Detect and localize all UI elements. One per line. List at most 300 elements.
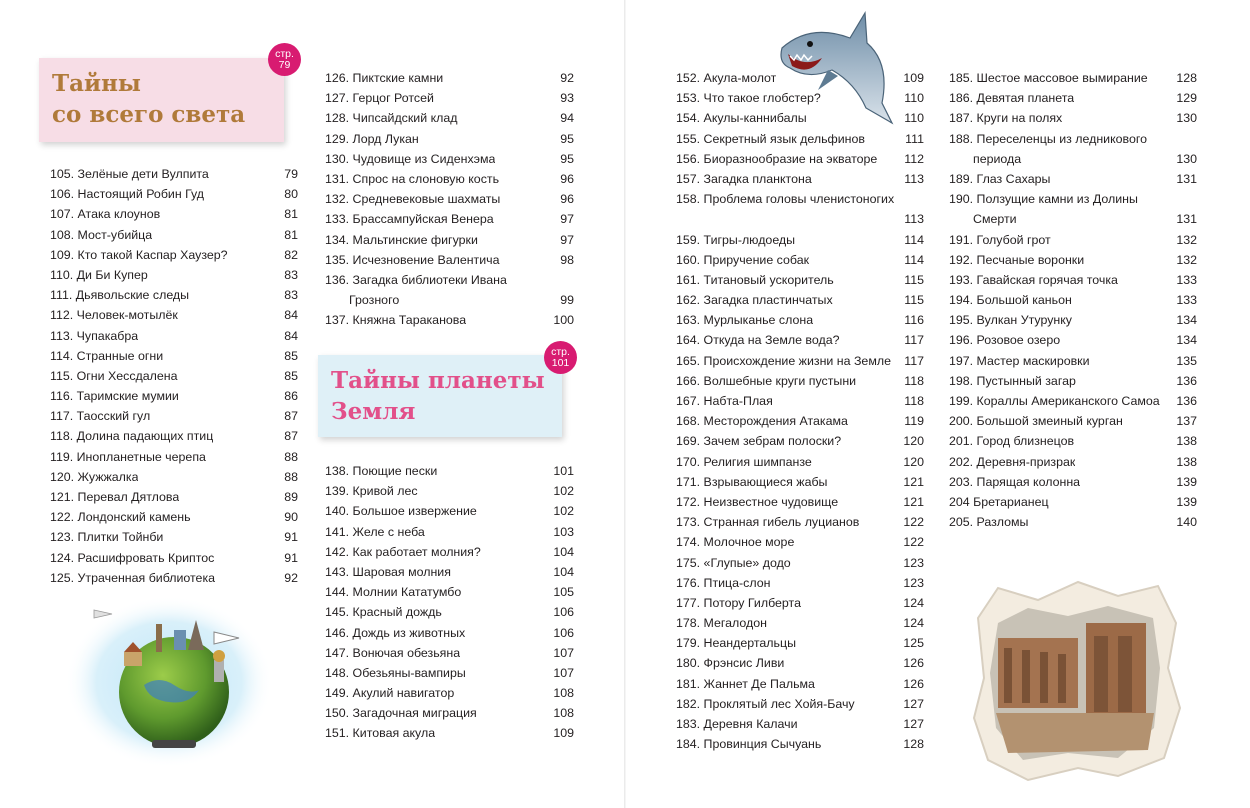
toc-entry xyxy=(949,310,1197,330)
toc-entry-page: 88 xyxy=(284,469,298,484)
toc-entry xyxy=(325,68,574,88)
toc-entry xyxy=(50,366,298,386)
toc-column-2 xyxy=(325,68,574,330)
toc-entry-page: 83 xyxy=(284,267,298,282)
toc-entry xyxy=(949,492,1197,512)
shark-illustration xyxy=(770,8,900,128)
toc-entry xyxy=(949,472,1197,492)
toc-entry-page: 109 xyxy=(903,71,924,85)
toc-entry-page: 113 xyxy=(904,212,924,227)
toc-entry-page: 124 xyxy=(903,616,924,631)
toc-entry xyxy=(676,512,924,532)
toc-entry-title: 186. Девятая планета xyxy=(949,91,1075,106)
toc-entry-page: 86 xyxy=(284,389,298,404)
toc-entry xyxy=(676,452,924,472)
toc-entry xyxy=(325,683,574,703)
toc-entry-title: 105. Зелёные дети Вулпита xyxy=(50,167,209,181)
toc-entry xyxy=(676,714,924,734)
toc-entry xyxy=(50,245,298,265)
toc-entry xyxy=(325,623,574,643)
badge-page-number: 101 xyxy=(551,356,570,369)
toc-entry-page: 107 xyxy=(553,645,574,660)
toc-entry xyxy=(676,532,924,552)
toc-entry-title: 201. Город близнецов xyxy=(949,434,1075,449)
toc-entry-page: 119 xyxy=(904,414,924,429)
toc-entry-title: 120. Жужжалка xyxy=(50,469,139,484)
toc-entry-page: 102 xyxy=(553,504,574,519)
toc-entry-title: 194. Большой каньон xyxy=(949,293,1072,308)
toc-entry xyxy=(949,431,1197,451)
toc-entry-page: 96 xyxy=(560,192,574,207)
toc-entry-title: 162. Загадка пластинчатых xyxy=(676,293,833,308)
toc-entry xyxy=(50,285,298,305)
toc-entry-page: 81 xyxy=(284,227,298,242)
toc-entry-title: 158. Проблема головы членистоногих xyxy=(676,192,895,207)
toc-entry-title: 204 Бретарианец xyxy=(949,494,1049,509)
toc-entry-page: 135 xyxy=(1176,353,1197,368)
toc-entry xyxy=(676,290,924,310)
toc-entry-title: 176. Птица-слон xyxy=(676,575,771,590)
section-title-line2: со всего света xyxy=(52,101,246,128)
toc-entry-page: 117 xyxy=(904,353,924,368)
toc-entry-page: 95 xyxy=(560,131,574,146)
toc-entry xyxy=(949,68,1197,88)
toc-entry-page: 118 xyxy=(904,394,924,409)
toc-entry-title: 107. Атака клоунов xyxy=(50,207,161,222)
toc-entry-title: 177. Потору Гилберта xyxy=(676,595,801,610)
toc-entry xyxy=(676,593,924,613)
toc-entry-page: 128 xyxy=(903,737,924,752)
toc-entry-page: 123 xyxy=(903,555,924,570)
toc-entry-title: 171. Взрывающиеся жабы xyxy=(676,474,828,489)
toc-entry-page: 140 xyxy=(1176,515,1197,530)
toc-entry-title: 114. Странные огни xyxy=(50,348,164,363)
toc-entry xyxy=(676,330,924,350)
toc-entry-page: 114 xyxy=(904,232,924,247)
toc-entry-page: 124 xyxy=(903,595,924,610)
toc-entry-title: 152. Акула-молот xyxy=(676,71,777,85)
toc-entry-page: 130 xyxy=(1176,111,1197,126)
toc-entry-title: 173. Странная гибель луцианов xyxy=(676,515,860,530)
toc-entry xyxy=(50,346,298,366)
toc-entry xyxy=(949,270,1197,290)
toc-entry-page: 133 xyxy=(1176,293,1197,308)
toc-entry xyxy=(325,501,574,521)
toc-entry xyxy=(325,562,574,582)
toc-entry xyxy=(50,487,298,507)
toc-entry-page: 118 xyxy=(904,373,924,388)
badge-label: стр. xyxy=(551,345,570,358)
toc-entry-title: 195. Вулкан Утурунку xyxy=(949,313,1072,328)
toc-entry-title: 121. Перевал Дятлова xyxy=(50,490,180,504)
toc-entry-page: 134 xyxy=(1176,313,1197,328)
toc-entry-page: 83 xyxy=(284,288,298,303)
toc-entry xyxy=(50,164,298,184)
toc-entry xyxy=(949,88,1197,108)
toc-entry-title: 187. Круги на полях xyxy=(949,111,1063,126)
toc-entry-title: 156. Биоразнообразие на экваторе xyxy=(676,151,878,166)
toc-entry-title: 145. Красный дождь xyxy=(325,605,442,620)
toc-entry xyxy=(325,310,574,330)
toc-entry-title: 140. Большое извержение xyxy=(325,504,477,519)
section-title xyxy=(331,365,545,427)
toc-entry xyxy=(676,189,924,229)
toc-entry-title: 117. Таосский гул xyxy=(50,409,151,424)
toc-entry xyxy=(676,694,924,714)
toc-entry xyxy=(949,411,1197,431)
toc-entry-page: 127 xyxy=(903,717,924,732)
toc-entry xyxy=(325,643,574,663)
toc-entry xyxy=(676,169,924,189)
toc-entry-title: 167. Набта-Плая xyxy=(676,394,773,409)
toc-entry-page: 136 xyxy=(1176,394,1197,409)
toc-entry xyxy=(676,553,924,573)
toc-entry-page: 98 xyxy=(560,252,574,267)
toc-entry-title: 166. Волшебные круги пустыни xyxy=(676,373,857,388)
toc-entry-title: 196. Розовое озеро xyxy=(949,333,1061,348)
toc-entry-title: 188. Переселенцы из ледникового периода xyxy=(949,131,1148,166)
toc-column-5 xyxy=(949,68,1197,532)
toc-entry-title: 111. Дьявольские следы xyxy=(50,288,190,303)
toc-entry-title: 205. Разломы xyxy=(949,515,1029,530)
toc-entry xyxy=(676,633,924,653)
toc-entry-title: 128. Чипсайдский клад xyxy=(325,111,458,126)
toc-entry-title: 139. Кривой лес xyxy=(325,484,418,499)
toc-entry xyxy=(676,653,924,673)
toc-entry-title: 112. Человек-мотылёк xyxy=(50,308,178,323)
toc-entry xyxy=(949,108,1197,128)
badge-label: стр. xyxy=(275,47,294,60)
toc-entry-title: 192. Песчаные воронки xyxy=(949,252,1085,267)
section-title-line1: Тайны планеты xyxy=(331,367,545,394)
toc-entry-title: 183. Деревня Калачи xyxy=(676,717,798,732)
toc-entry-page: 84 xyxy=(284,328,298,343)
toc-entry-title: 168. Месторождения Атакама xyxy=(676,414,848,429)
toc-entry xyxy=(50,527,298,547)
toc-entry-page: 115 xyxy=(904,293,924,308)
toc-entry-title: 191. Голубой грот xyxy=(949,232,1051,247)
toc-entry xyxy=(50,225,298,245)
toc-entry xyxy=(676,613,924,633)
toc-entry-title: 116. Таримские мумии xyxy=(50,389,179,404)
toc-column-4 xyxy=(676,68,924,754)
toc-entry-title: 157. Загадка планктона xyxy=(676,171,812,186)
toc-entry-page: 120 xyxy=(903,434,924,449)
toc-entry-page: 82 xyxy=(284,247,298,262)
temple-illustration xyxy=(968,578,1182,783)
toc-entry-page: 88 xyxy=(284,449,298,464)
toc-entry xyxy=(676,149,924,169)
toc-entry-title: 170. Религия шимпанзе xyxy=(676,454,812,469)
toc-entry xyxy=(325,230,574,250)
toc-entry-page: 104 xyxy=(553,564,574,579)
toc-entry-page: 134 xyxy=(1176,333,1197,348)
toc-entry xyxy=(50,204,298,224)
toc-entry-page: 104 xyxy=(553,544,574,559)
toc-entry-title: 131. Спрос на слоновую кость xyxy=(325,171,500,186)
toc-entry-title: 127. Герцог Ротсей xyxy=(325,91,434,106)
toc-entry-title: 122. Лондонский камень xyxy=(50,510,191,525)
toc-entry xyxy=(50,467,298,487)
toc-entry xyxy=(50,507,298,527)
toc-entry xyxy=(50,548,298,568)
toc-entry xyxy=(949,351,1197,371)
toc-entry-title: 160. Приручение собак xyxy=(676,252,810,267)
toc-entry-title: 135. Исчезновение Валентича xyxy=(325,252,500,267)
toc-entry-page: 111 xyxy=(905,131,924,146)
section-banner-earth xyxy=(318,345,570,437)
globe-illustration xyxy=(64,590,274,770)
toc-entry xyxy=(325,461,574,481)
toc-entry xyxy=(949,371,1197,391)
toc-entry-title: 179. Неандертальцы xyxy=(676,636,796,651)
toc-entry-page: 92 xyxy=(284,570,298,585)
toc-entry xyxy=(325,209,574,229)
toc-entry-page: 139 xyxy=(1176,474,1197,489)
toc-entry xyxy=(949,189,1197,229)
page-badge xyxy=(268,43,301,76)
toc-entry-title: 174. Молочное море xyxy=(676,535,795,550)
toc-entry-page: 80 xyxy=(284,187,298,202)
toc-entry xyxy=(676,391,924,411)
toc-entry-page: 122 xyxy=(903,515,924,530)
toc-entry-title: 143. Шаровая молния xyxy=(325,564,451,579)
toc-entry-page: 93 xyxy=(560,91,574,106)
toc-entry-page: 122 xyxy=(903,535,924,550)
toc-entry-title: 133. Брассампуйская Венера xyxy=(325,212,494,227)
toc-entry-page: 103 xyxy=(553,524,574,539)
toc-entry-page: 110 xyxy=(904,111,924,126)
toc-entry-page: 112 xyxy=(904,151,924,166)
toc-entry xyxy=(949,330,1197,350)
toc-entry xyxy=(50,426,298,446)
toc-entry-page: 85 xyxy=(284,348,298,363)
toc-entry xyxy=(949,512,1197,532)
toc-entry-title: 202. Деревня-призрак xyxy=(949,454,1076,469)
toc-entry xyxy=(325,88,574,108)
toc-entry-title: 126. Пиктские камни xyxy=(325,71,444,85)
toc-entry xyxy=(50,386,298,406)
toc-entry-page: 94 xyxy=(560,111,574,126)
toc-entry-title: 146. Дождь из животных xyxy=(325,625,466,640)
toc-entry-title: 193. Гавайская горячая точка xyxy=(949,272,1118,287)
toc-entry-page: 127 xyxy=(903,696,924,711)
toc-entry-page: 107 xyxy=(553,665,574,680)
toc-entry-title: 200. Большой змеиный курган xyxy=(949,414,1123,429)
toc-entry-page: 109 xyxy=(553,726,574,741)
toc-entry-title: 115. Огни Хессдалена xyxy=(50,368,178,383)
toc-entry-title: 164. Откуда на Земле вода? xyxy=(676,333,840,348)
toc-entry-title: 184. Провинция Сычуань xyxy=(676,737,822,752)
toc-entry-title: 134. Мальтинские фигурки xyxy=(325,232,478,247)
toc-entry-page: 114 xyxy=(904,252,924,267)
toc-entry-title: 165. Происхождение жизни на Земле xyxy=(676,353,891,368)
toc-entry-title: 144. Молнии Кататумбо xyxy=(325,585,462,600)
toc-entry xyxy=(676,674,924,694)
page-badge xyxy=(544,341,577,374)
toc-entry-page: 136 xyxy=(1176,373,1197,388)
toc-entry xyxy=(325,542,574,562)
toc-entry-page: 131 xyxy=(1176,171,1197,186)
toc-entry xyxy=(949,452,1197,472)
toc-entry-title: 149. Акулий навигатор xyxy=(325,686,455,701)
toc-entry xyxy=(676,351,924,371)
toc-entry-title: 110. Ди Би Купер xyxy=(50,267,148,282)
toc-entry-title: 154. Акулы-каннибалы xyxy=(676,111,807,126)
toc-entry xyxy=(325,270,574,310)
toc-entry-page: 87 xyxy=(284,409,298,424)
toc-entry xyxy=(676,230,924,250)
toc-entry-title: 118. Долина падающих птиц xyxy=(50,429,214,444)
section-banner-world xyxy=(39,47,294,142)
toc-entry-title: 142. Как работает молния? xyxy=(325,544,481,559)
toc-entry xyxy=(676,411,924,431)
toc-entry-title: 172. Неизвестное чудовище xyxy=(676,494,839,509)
toc-entry-title: 185. Шестое массовое вымирание xyxy=(949,71,1148,85)
toc-entry xyxy=(325,703,574,723)
toc-entry xyxy=(949,250,1197,270)
toc-entry xyxy=(325,602,574,622)
toc-entry-title: 123. Плитки Тойнби xyxy=(50,530,164,545)
toc-entry-title: 147. Вонючая обезьяна xyxy=(325,645,461,660)
section-title-line1: Тайны xyxy=(52,70,141,97)
toc-entry-page: 117 xyxy=(904,333,924,348)
toc-entry xyxy=(676,371,924,391)
toc-entry xyxy=(50,305,298,325)
toc-entry-page: 123 xyxy=(903,575,924,590)
toc-entry-page: 138 xyxy=(1176,454,1197,469)
section-title xyxy=(52,68,245,130)
toc-entry-title: 141. Желе с неба xyxy=(325,524,425,539)
toc-entry-title: 113. Чупакабра xyxy=(50,328,139,343)
toc-entry xyxy=(676,250,924,270)
toc-entry-page: 91 xyxy=(284,530,298,545)
toc-entry-page: 90 xyxy=(284,510,298,525)
toc-entry-page: 89 xyxy=(284,490,298,504)
toc-entry-title: 138. Поющие пески xyxy=(325,464,438,478)
toc-entry-title: 125. Утраченная библиотека xyxy=(50,570,216,585)
toc-entry-title: 106. Настоящий Робин Гуд xyxy=(50,187,205,202)
toc-entry xyxy=(949,129,1197,169)
toc-entry xyxy=(676,492,924,512)
toc-entry-title: 198. Пустынный загар xyxy=(949,373,1076,388)
toc-entry-title: 180. Фрэнсис Ливи xyxy=(676,656,785,671)
toc-entry-title: 181. Жаннет Де Пальма xyxy=(676,676,815,691)
toc-entry-page: 137 xyxy=(1176,414,1197,429)
toc-column-3 xyxy=(325,461,574,744)
toc-entry xyxy=(325,250,574,270)
toc-entry-title: 129. Лорд Лукан xyxy=(325,131,419,146)
toc-entry-page: 126 xyxy=(903,676,924,691)
toc-entry xyxy=(676,734,924,754)
toc-entry-page: 87 xyxy=(284,429,298,444)
toc-entry-title: 155. Секретный язык дельфинов xyxy=(676,131,865,146)
toc-entry-title: 169. Зачем зебрам полоски? xyxy=(676,434,842,449)
toc-entry-page: 102 xyxy=(553,484,574,499)
toc-entry-page: 85 xyxy=(284,368,298,383)
section-title-line2: Земля xyxy=(331,398,416,425)
toc-entry-title: 151. Китовая акула xyxy=(325,726,436,741)
toc-entry-page: 128 xyxy=(1176,71,1197,85)
toc-entry xyxy=(50,184,298,204)
toc-entry xyxy=(949,230,1197,250)
toc-entry-title: 150. Загадочная миграция xyxy=(325,706,477,721)
toc-entry-title: 189. Глаз Сахары xyxy=(949,171,1051,186)
toc-entry-page: 105 xyxy=(553,585,574,600)
toc-entry-title: 159. Тигры-людоеды xyxy=(676,232,796,247)
toc-entry-page: 131 xyxy=(1176,212,1197,227)
toc-entry-page: 113 xyxy=(904,171,924,186)
toc-entry-page: 139 xyxy=(1176,494,1197,509)
toc-entry-title: 136. Загадка библиотеки Ивана Грозного xyxy=(325,272,507,308)
toc-entry-title: 161. Титановый ускоритель xyxy=(676,272,834,287)
toc-entry xyxy=(50,326,298,346)
toc-entry-page: 108 xyxy=(553,706,574,721)
toc-entry-title: 108. Мост-убийца xyxy=(50,227,153,242)
toc-entry-title: 153. Что такое глобстер? xyxy=(676,91,821,106)
toc-entry-page: 99 xyxy=(560,293,574,308)
toc-entry xyxy=(50,406,298,426)
badge-page-number: 79 xyxy=(278,58,291,71)
toc-entry xyxy=(50,447,298,467)
toc-entry-title: 197. Мастер маскировки xyxy=(949,353,1090,368)
toc-entry-page: 121 xyxy=(903,494,924,509)
toc-entry-title: 124. Расшифровать Криптос xyxy=(50,550,215,565)
toc-entry xyxy=(325,169,574,189)
toc-entry-title: 132. Средневековые шахматы xyxy=(325,192,501,207)
toc-entry xyxy=(50,568,298,588)
toc-entry-page: 115 xyxy=(904,272,924,287)
toc-entry xyxy=(50,265,298,285)
toc-entry-title: 178. Мегалодон xyxy=(676,616,767,631)
toc-entry-page: 132 xyxy=(1176,252,1197,267)
toc-entry-title: 109. Кто такой Каспар Хаузер? xyxy=(50,247,228,262)
toc-entry-title: 199. Кораллы Американского Самоа xyxy=(949,394,1160,409)
toc-entry-page: 81 xyxy=(284,207,298,222)
toc-entry-title: 130. Чудовище из Сиденхэма xyxy=(325,151,496,166)
toc-entry-page: 96 xyxy=(560,171,574,186)
toc-entry-page: 116 xyxy=(904,313,924,328)
toc-entry-page: 126 xyxy=(903,656,924,671)
toc-entry xyxy=(325,663,574,683)
toc-entry-page: 125 xyxy=(903,636,924,651)
toc-entry xyxy=(676,310,924,330)
toc-entry xyxy=(325,481,574,501)
toc-entry xyxy=(676,573,924,593)
toc-entry xyxy=(325,522,574,542)
toc-entry-title: 182. Проклятый лес Хойя-Бачу xyxy=(676,696,855,711)
toc-entry xyxy=(325,723,574,743)
toc-entry-title: 203. Парящая колонна xyxy=(949,474,1081,489)
toc-entry-page: 79 xyxy=(284,167,298,181)
toc-entry xyxy=(676,431,924,451)
toc-entry xyxy=(676,270,924,290)
toc-column-1 xyxy=(50,164,298,588)
toc-entry xyxy=(325,189,574,209)
toc-entry xyxy=(949,169,1197,189)
toc-entry-title: 137. Княжна Тараканова xyxy=(325,313,467,328)
toc-entry-page: 91 xyxy=(284,550,298,565)
toc-entry-page: 120 xyxy=(903,454,924,469)
toc-entry xyxy=(949,290,1197,310)
toc-entry xyxy=(676,472,924,492)
toc-entry-page: 129 xyxy=(1176,91,1197,106)
toc-entry-page: 106 xyxy=(553,625,574,640)
toc-entry xyxy=(325,149,574,169)
toc-entry-page: 130 xyxy=(1176,151,1197,166)
toc-entry-page: 121 xyxy=(903,474,924,489)
toc-entry-page: 106 xyxy=(553,605,574,620)
